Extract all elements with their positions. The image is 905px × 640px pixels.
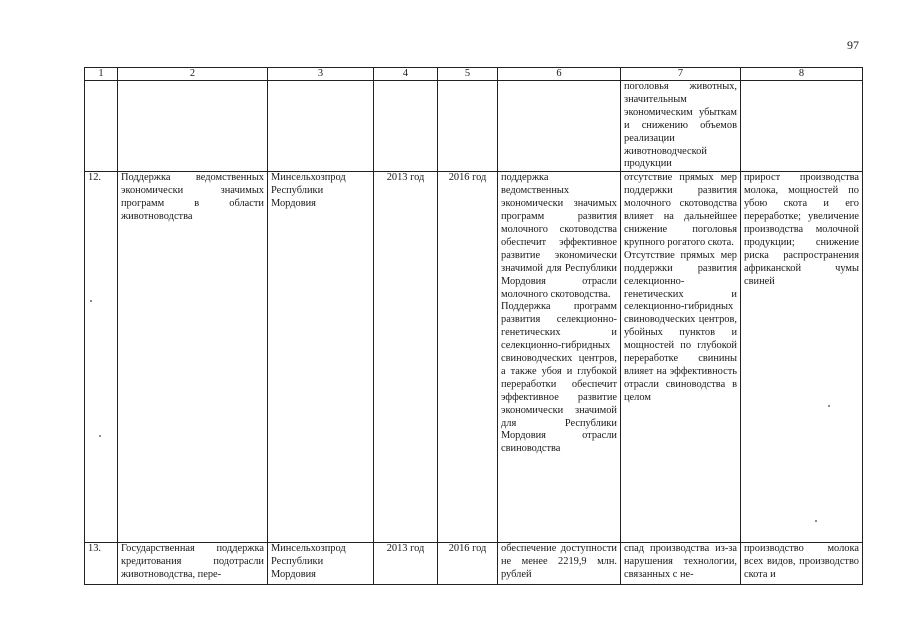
consequences-paragraph: Отсутствие прямых мер поддержки развития селекционно-генетических и селекционно-гибридных свиноводческих центров, убойных пунктов и мощностей по глубокой переработке свинины влияет на эффективность отрасли свиноводства в целом: [624, 249, 737, 403]
column-header: 6: [498, 68, 621, 81]
consequences-cell: [621, 172, 741, 543]
row-number-cell: 12.: [85, 172, 118, 543]
column-header: 4: [374, 68, 438, 81]
expected-result-cell: [498, 543, 621, 585]
measure-name-cell: [118, 81, 268, 172]
row-number-cell: 13.: [85, 543, 118, 585]
table-row: [85, 81, 863, 172]
executor-cell: Минсельхозпрод Республики Мордовия: [268, 172, 374, 543]
start-year-cell: 2013 год: [374, 543, 438, 585]
table-row: [85, 543, 863, 585]
indicators-cell: [741, 81, 863, 172]
scan-speck: [99, 435, 101, 437]
end-year-cell: [438, 81, 498, 172]
column-header: 5: [438, 68, 498, 81]
column-header: 8: [741, 68, 863, 81]
indicators-cell: прирост производства молока, мощностей по убою скота и его переработке; увеличение производства молочной продукции; снижение риска распространения африканской чумы свиней: [741, 172, 863, 543]
result-paragraph: Поддержка программ развития селекционно-генетических и селекционно-гибридных свиноводческих центров, а также убоя и глубокой переработки обеспечит эффективное развитие экономически значимой для Республики Мордовия отрасли свиноводства: [501, 301, 617, 455]
executor-cell: Минсельхозпрод Республики Мордовия: [268, 543, 374, 585]
page-number: 97: [847, 38, 859, 52]
end-year-cell: 2016 год: [438, 543, 498, 585]
result-paragraph: поддержка ведомственных экономически значимых программ развития молочного скотоводства обеспечит эффективное развитие экономически значимой для Республики Мордовия отрасли молочного скотоводства.: [501, 172, 617, 300]
table-header-row: [85, 68, 863, 81]
result-paragraph: обеспечение доступности не менее 2219,9 млн. рублей: [501, 543, 617, 581]
consequences-paragraph: спад производства из-за нарушения технологии, связанных с не-: [624, 543, 737, 581]
column-header: 2: [118, 68, 268, 81]
scan-speck: [828, 405, 830, 407]
consequences-cell: [621, 543, 741, 585]
column-header: 1: [85, 68, 118, 81]
scan-speck: [815, 520, 817, 522]
expected-result-cell: [498, 81, 621, 172]
scan-speck: [90, 300, 92, 302]
consequences-cell: [621, 81, 741, 172]
end-year-cell: 2016 год: [438, 172, 498, 543]
consequences-text: поголовья животных, значительным экономическим убыткам и снижению объемов реализации животноводческой продукции: [624, 81, 737, 170]
column-header: 3: [268, 68, 374, 81]
executor-cell: [268, 81, 374, 172]
row-number-cell: [85, 81, 118, 172]
expected-result-cell: [498, 172, 621, 543]
start-year-cell: [374, 81, 438, 172]
table-row: [85, 172, 863, 543]
consequences-paragraph: отсутствие прямых мер поддержки развития молочного скотоводства влияет на дальнейшее снижение поголовья крупного рогатого скота.: [624, 172, 737, 248]
measures-table: [84, 67, 863, 585]
measure-name-cell: Поддержка ведомственных экономически значимых программ в области животноводства: [118, 172, 268, 543]
start-year-cell: 2013 год: [374, 172, 438, 543]
measure-name-cell: Государственная поддержка кредитования подотрасли животноводства, пере-: [118, 543, 268, 585]
column-header: 7: [621, 68, 741, 81]
indicators-cell: производство молока всех видов, производство скота и: [741, 543, 863, 585]
